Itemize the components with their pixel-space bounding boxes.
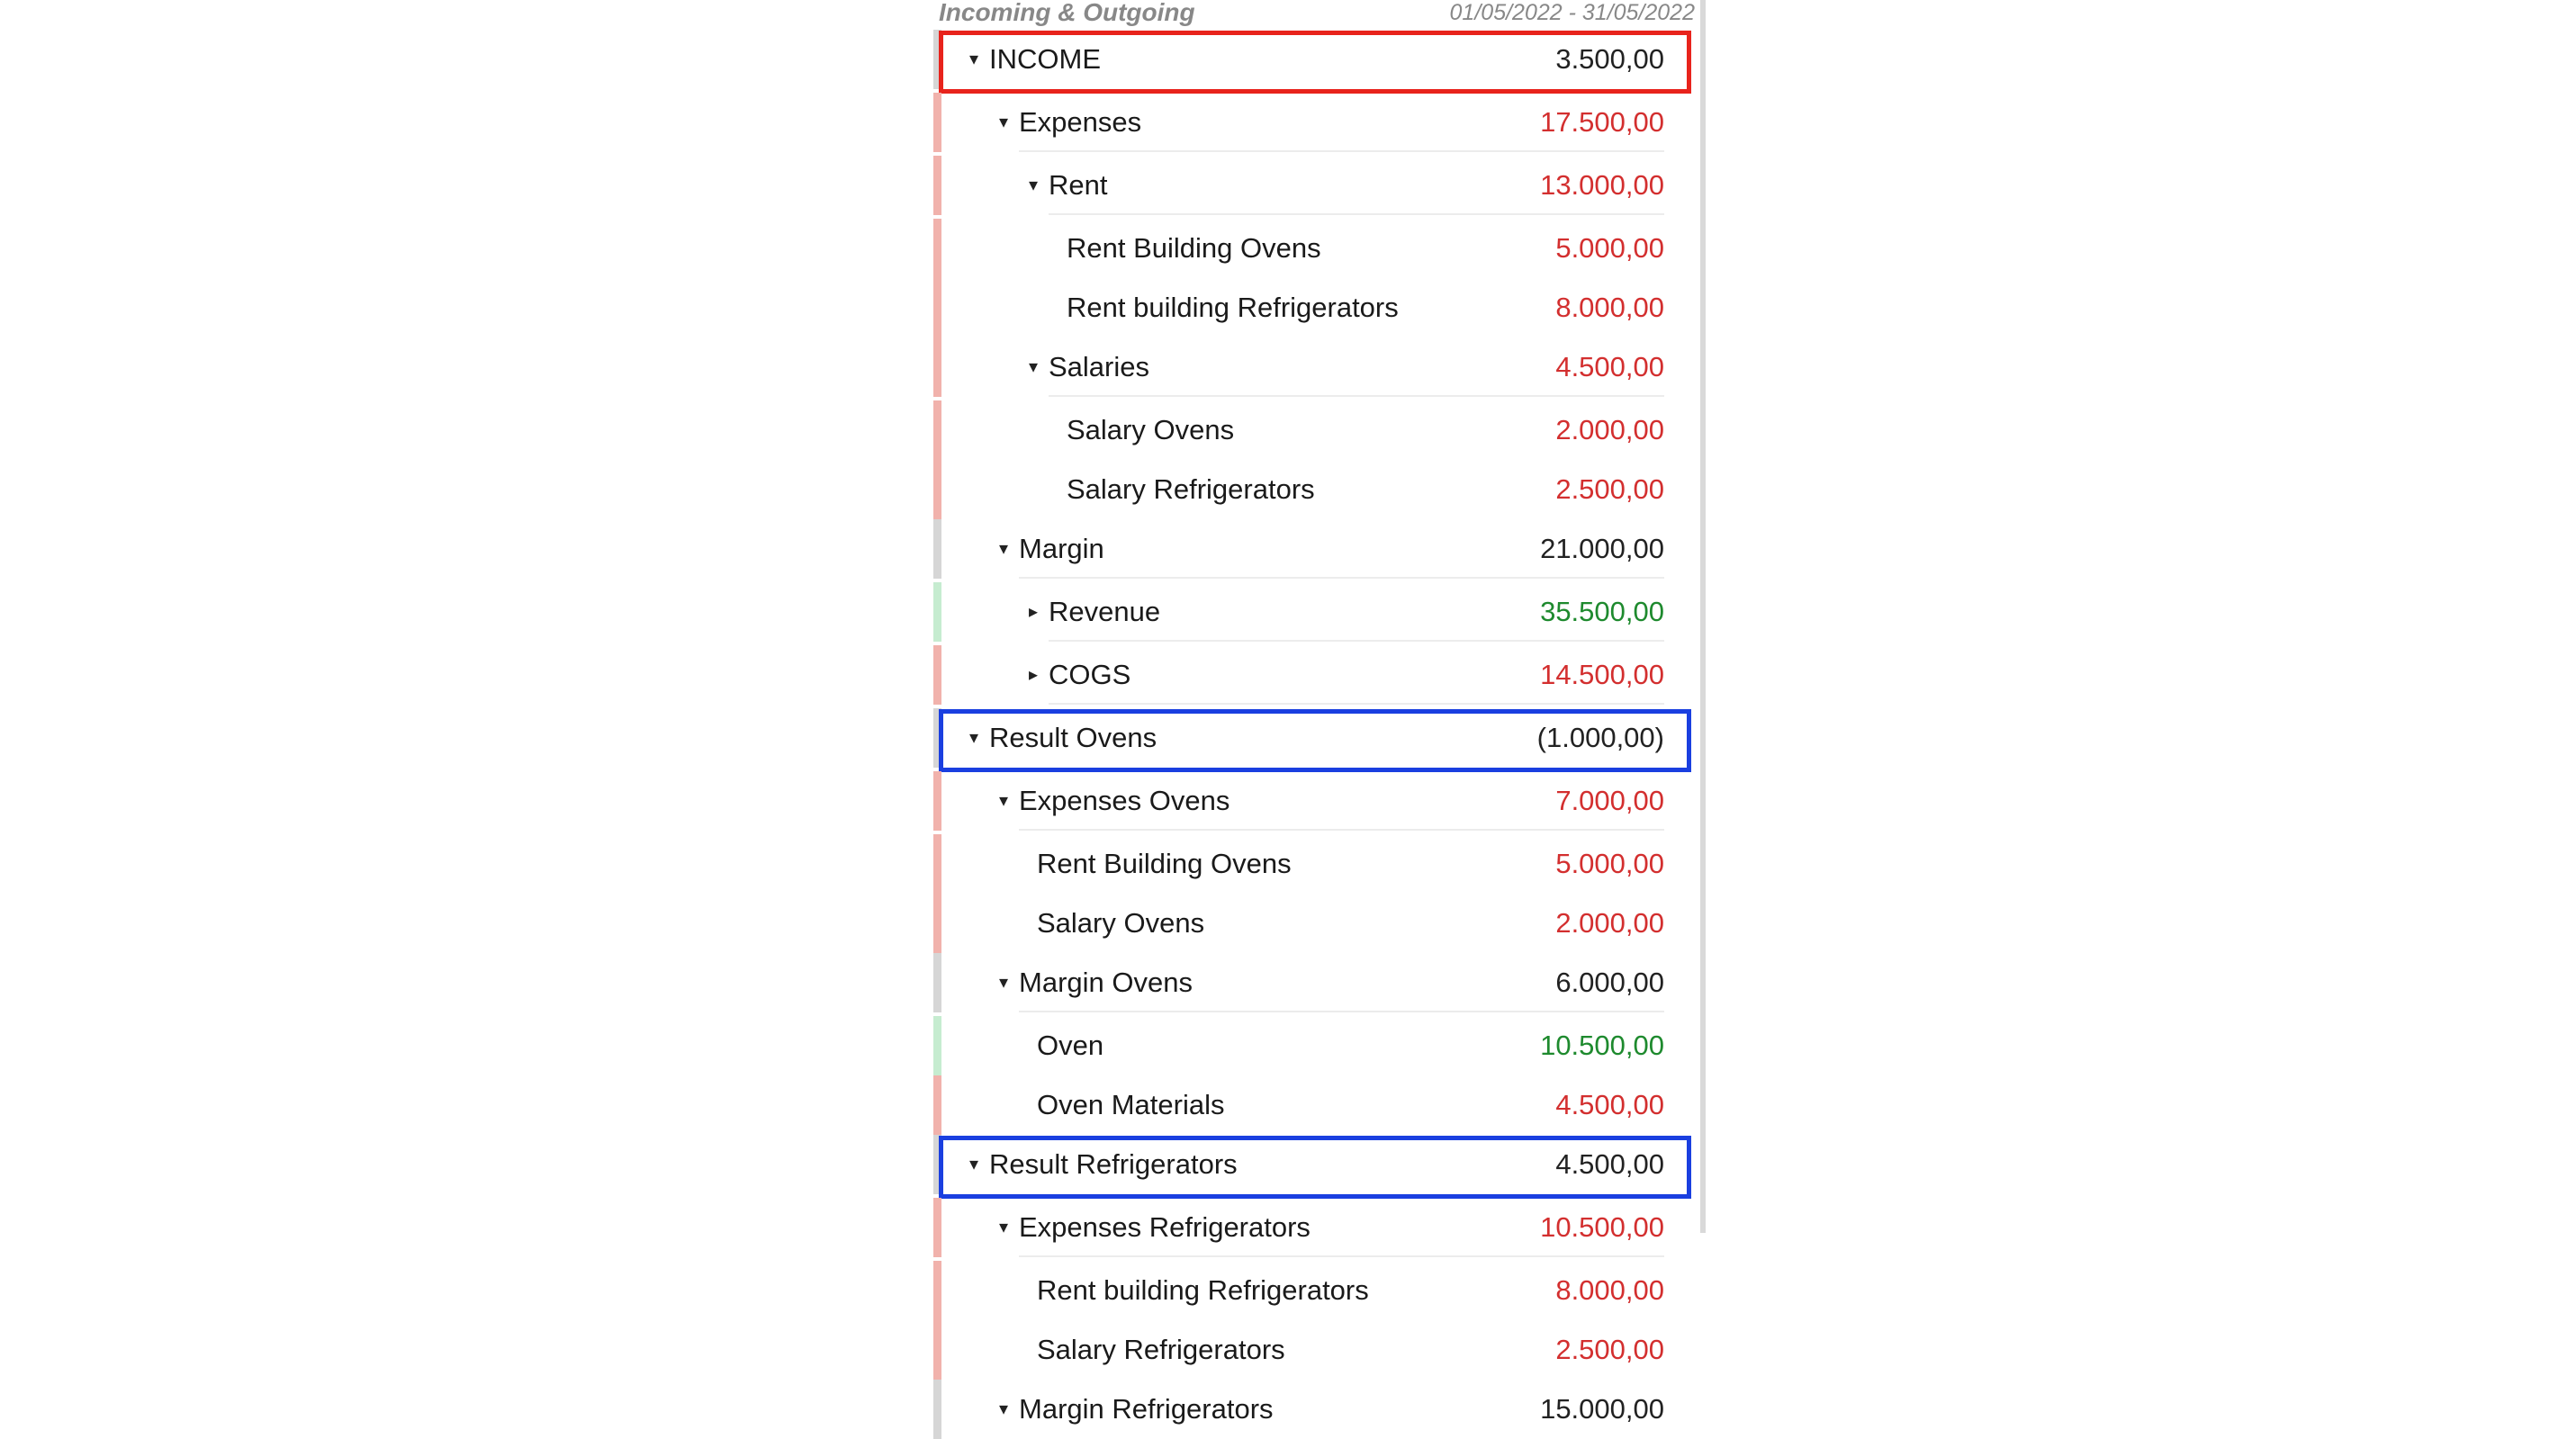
row-label-group [969, 30, 1101, 89]
row-value: 2.500,00 [1555, 1334, 1664, 1365]
row-color-stripe [933, 519, 941, 579]
row-color-stripe [933, 1320, 941, 1380]
row-label: Salary Ovens [1067, 414, 1235, 445]
row-label-group [999, 1198, 1311, 1257]
tree-row[interactable] [933, 582, 1698, 642]
row-color-stripe [933, 1075, 941, 1135]
tree-row[interactable] [933, 337, 1698, 397]
caret-down-icon[interactable]: ▾ [999, 112, 1009, 132]
row-label-group [999, 1380, 1274, 1439]
report-header [933, 0, 1698, 25]
row-label-group [1037, 894, 1204, 953]
row-color-stripe [933, 708, 941, 768]
row-label: Salary Refrigerators [1037, 1334, 1285, 1365]
row-label-group [999, 771, 1229, 831]
row-color-stripe [933, 93, 941, 152]
row-label: Margin Refrigerators [1019, 1393, 1274, 1425]
row-label: Salary Refrigerators [1067, 473, 1315, 505]
row-color-stripe [933, 156, 941, 215]
row-value: 5.000,00 [1555, 848, 1664, 879]
row-label-group [1029, 337, 1149, 397]
row-label-group [999, 93, 1141, 152]
row-label-group [1037, 1261, 1369, 1320]
row-label-group [1037, 834, 1292, 894]
tree-row[interactable] [933, 400, 1698, 460]
row-label-group [1037, 1016, 1103, 1075]
caret-down-icon[interactable]: ▾ [999, 791, 1009, 811]
row-divider [1019, 1255, 1664, 1257]
tree-row[interactable] [933, 1135, 1698, 1194]
caret-down-icon[interactable]: ▾ [969, 1155, 979, 1174]
row-value: 21.000,00 [1540, 533, 1664, 564]
tree-row[interactable] [933, 1075, 1698, 1135]
row-label: Margin Ovens [1019, 967, 1193, 998]
row-label: Margin [1019, 533, 1104, 564]
row-value: 5.000,00 [1555, 232, 1664, 264]
row-label: Expenses [1019, 106, 1142, 138]
row-value: (1.000,00) [1536, 722, 1664, 753]
tree-row[interactable] [933, 1380, 1698, 1439]
tree-row[interactable] [933, 1198, 1698, 1257]
tree-row[interactable] [933, 953, 1698, 1012]
caret-down-icon[interactable]: ▾ [1029, 357, 1039, 377]
row-label-group [1067, 400, 1234, 460]
row-label-group [969, 1135, 1238, 1194]
row-value: 10.500,00 [1540, 1211, 1664, 1243]
row-label: Expenses Ovens [1019, 785, 1230, 816]
row-value: 2.500,00 [1555, 473, 1664, 505]
row-color-stripe [933, 337, 941, 397]
row-value: 15.000,00 [1540, 1393, 1664, 1425]
row-value: 4.500,00 [1555, 1089, 1664, 1120]
row-value: 13.000,00 [1540, 169, 1664, 201]
row-label-group [969, 708, 1157, 768]
row-color-stripe [933, 1380, 941, 1439]
row-value: 2.000,00 [1555, 907, 1664, 939]
caret-down-icon[interactable]: ▾ [1029, 175, 1039, 195]
row-value: 14.500,00 [1540, 659, 1664, 690]
row-label: Oven Materials [1037, 1089, 1225, 1120]
row-color-stripe [933, 953, 941, 1012]
row-color-stripe [933, 30, 941, 89]
row-divider [1019, 1011, 1664, 1012]
row-label-group [999, 519, 1104, 579]
row-color-stripe [933, 1016, 941, 1075]
row-color-stripe [933, 582, 941, 642]
caret-down-icon[interactable]: ▾ [999, 1218, 1009, 1237]
row-label: Rent [1049, 169, 1108, 201]
row-label: Rent building Refrigerators [1067, 292, 1399, 323]
row-divider [1019, 150, 1664, 152]
tree-row[interactable] [933, 894, 1698, 953]
row-label: Salary Ovens [1037, 907, 1205, 939]
row-label-group [1037, 1320, 1285, 1380]
row-label: Rent building Refrigerators [1037, 1274, 1369, 1306]
row-label-group [999, 953, 1193, 1012]
tree-row[interactable] [933, 645, 1698, 705]
row-label-group [1029, 156, 1107, 215]
row-label-group [1029, 582, 1160, 642]
row-value: 2.000,00 [1555, 414, 1664, 445]
row-label: Rent Building Ovens [1037, 848, 1292, 879]
tree-row[interactable] [933, 834, 1698, 894]
caret-down-icon[interactable]: ▾ [999, 539, 1009, 559]
row-value: 7.000,00 [1555, 785, 1664, 816]
row-label: Revenue [1049, 596, 1161, 627]
tree-row[interactable] [933, 708, 1698, 768]
row-divider [1019, 829, 1664, 831]
row-label: Result Ovens [989, 722, 1157, 753]
row-label: COGS [1049, 659, 1131, 690]
row-label-group [1067, 219, 1321, 278]
tree-row[interactable] [933, 1320, 1698, 1380]
row-value: 6.000,00 [1555, 967, 1664, 998]
caret-down-icon[interactable]: ▾ [969, 49, 979, 69]
row-divider [1049, 703, 1664, 705]
row-divider [1019, 577, 1664, 579]
row-label-group [1067, 460, 1315, 519]
row-value: 8.000,00 [1555, 292, 1664, 323]
date-range[interactable]: 01/05/2022 - 31/05/2022 [1449, 0, 1695, 25]
row-color-stripe [933, 278, 941, 337]
report-title: Incoming & Outgoing [939, 0, 1195, 26]
row-color-stripe [933, 460, 941, 519]
row-label-group [1067, 278, 1399, 337]
caret-right-icon[interactable]: ▸ [1029, 602, 1039, 622]
row-label: Rent Building Ovens [1067, 232, 1321, 264]
row-color-stripe [933, 645, 941, 705]
row-value: 4.500,00 [1555, 1148, 1664, 1180]
caret-down-icon[interactable]: ▾ [999, 973, 1009, 993]
row-color-stripe [933, 834, 941, 894]
row-label: Expenses Refrigerators [1019, 1211, 1311, 1243]
row-color-stripe [933, 1135, 941, 1194]
row-value: 8.000,00 [1555, 1274, 1664, 1306]
row-color-stripe [933, 400, 941, 460]
tree-row[interactable] [933, 156, 1698, 215]
row-color-stripe [933, 1198, 941, 1257]
caret-right-icon[interactable]: ▸ [1029, 665, 1039, 685]
row-value: 4.500,00 [1555, 351, 1664, 382]
tree-row[interactable] [933, 771, 1698, 831]
row-value: 35.500,00 [1540, 596, 1664, 627]
tree-row[interactable] [933, 519, 1698, 579]
row-label: INCOME [989, 43, 1101, 75]
tree-row[interactable] [933, 1261, 1698, 1320]
tree-row[interactable] [933, 1016, 1698, 1075]
tree-row[interactable] [933, 460, 1698, 519]
row-divider [1049, 213, 1664, 215]
row-color-stripe [933, 1261, 941, 1320]
row-color-stripe [933, 771, 941, 831]
row-label-group [1037, 1075, 1224, 1135]
row-label-group [1029, 645, 1130, 705]
row-divider [1049, 395, 1664, 397]
row-label: Salaries [1049, 351, 1149, 382]
scrollbar[interactable] [1700, 0, 1706, 1233]
row-color-stripe [933, 894, 941, 953]
row-value: 17.500,00 [1540, 106, 1664, 138]
row-color-stripe [933, 219, 941, 278]
row-divider [1049, 640, 1664, 642]
tree-row[interactable] [933, 219, 1698, 278]
tree-row[interactable] [933, 93, 1698, 152]
row-value: 3.500,00 [1555, 43, 1664, 75]
caret-down-icon[interactable]: ▾ [969, 728, 979, 748]
caret-down-icon[interactable]: ▾ [999, 1399, 1009, 1419]
row-value: 10.500,00 [1540, 1030, 1664, 1061]
tree-row[interactable] [933, 30, 1698, 89]
row-label: Oven [1037, 1030, 1104, 1061]
row-label: Result Refrigerators [989, 1148, 1238, 1180]
tree-row[interactable] [933, 278, 1698, 337]
